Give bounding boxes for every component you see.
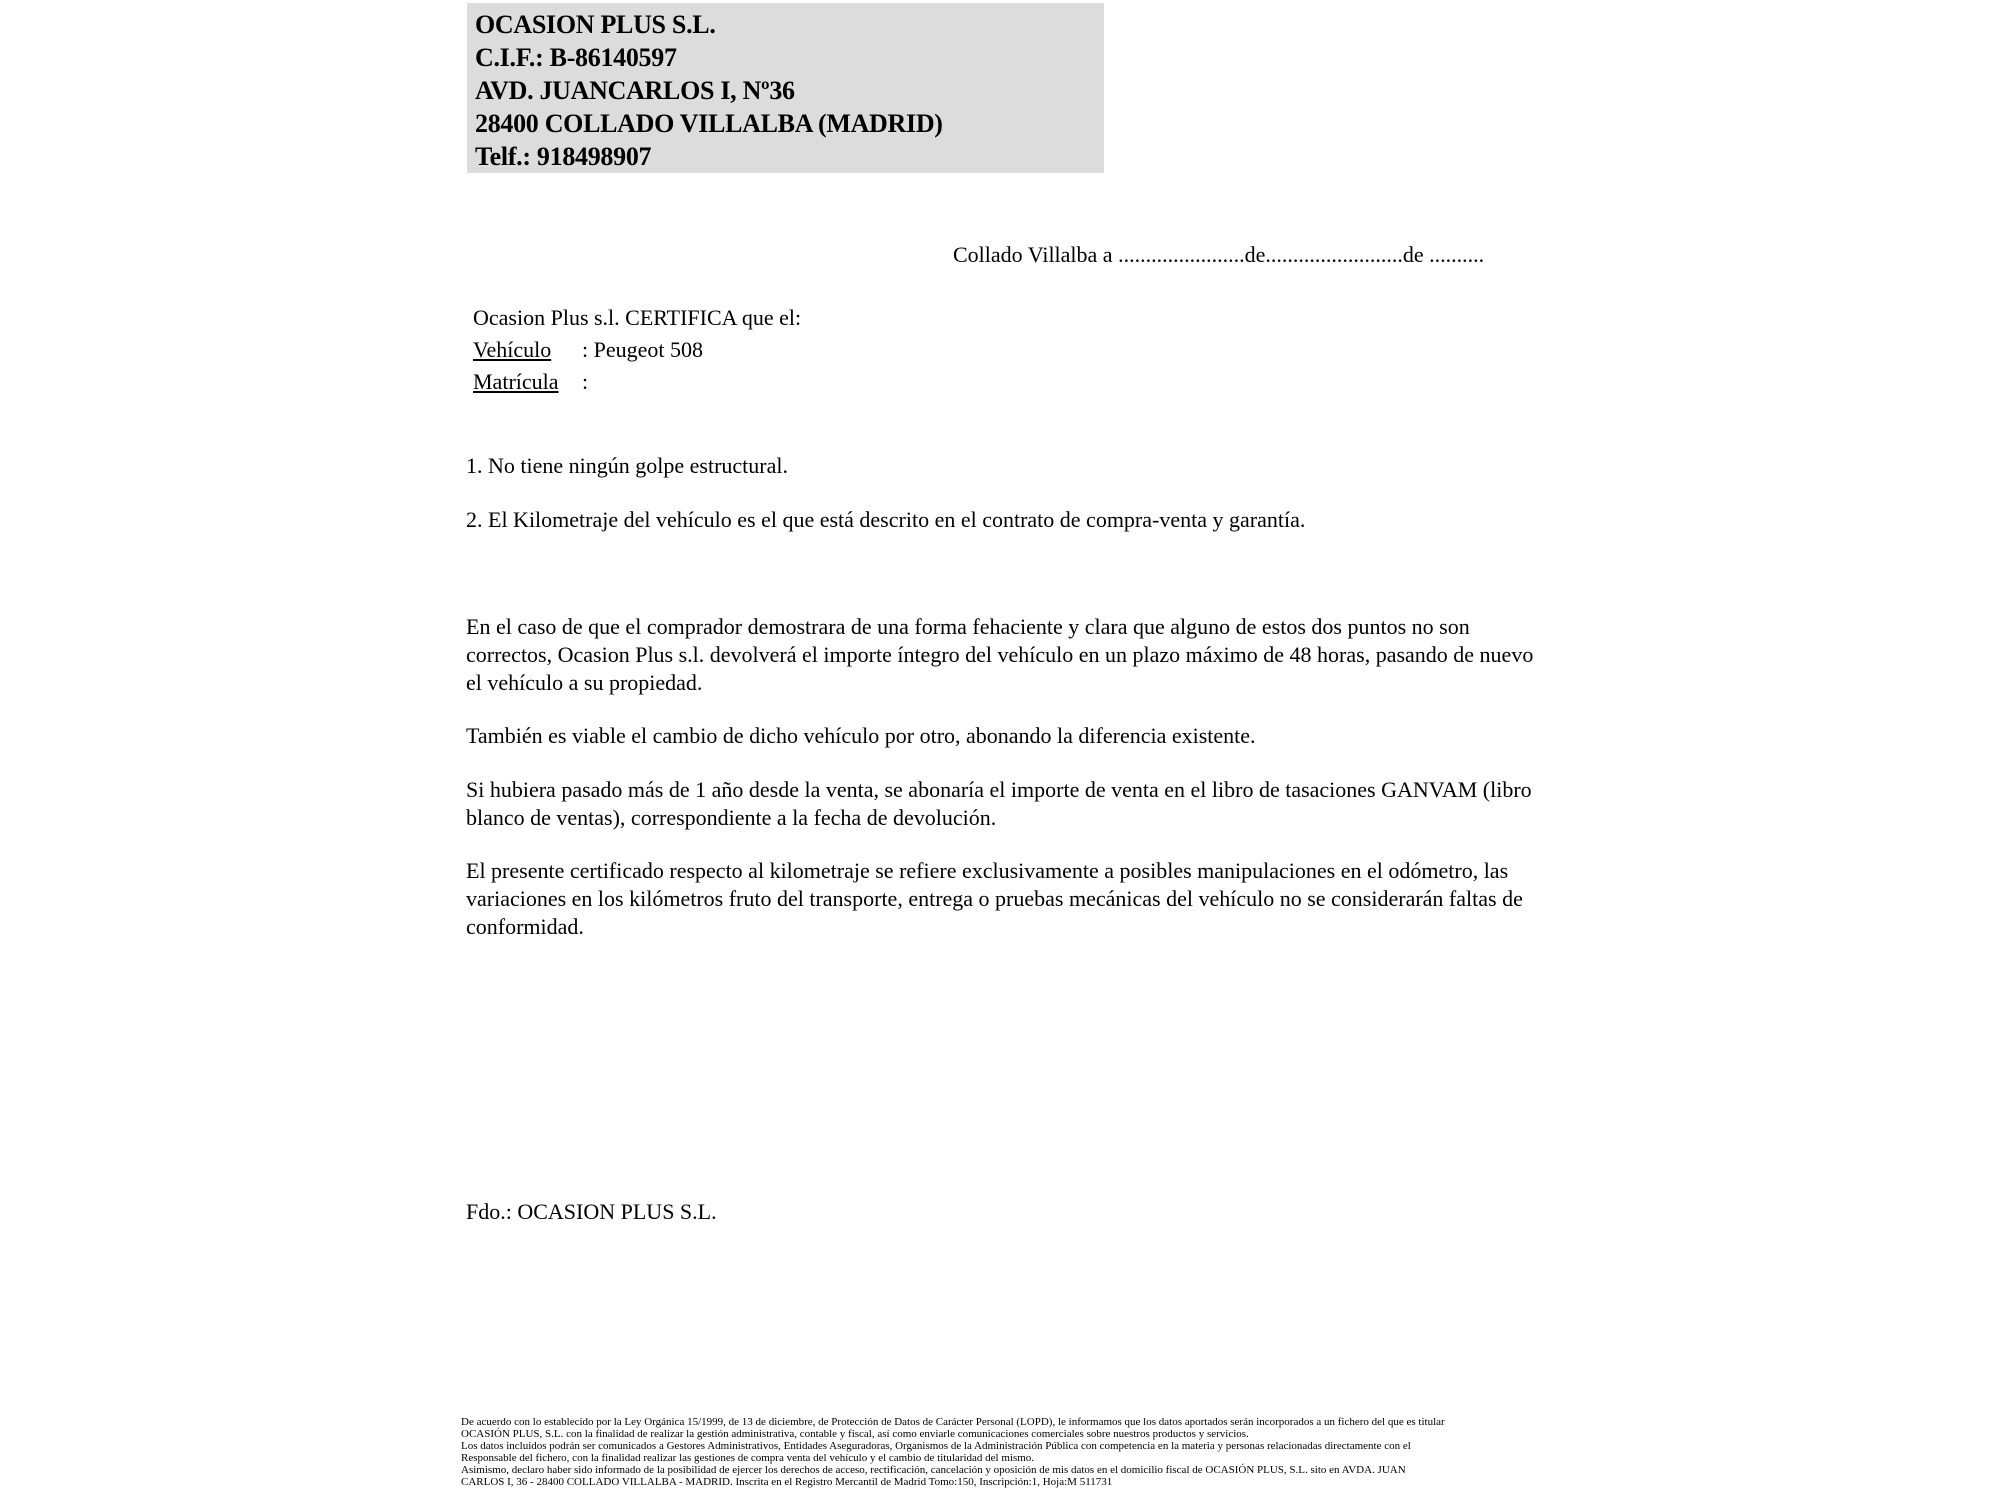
vehicle-label: Vehículo <box>473 337 552 362</box>
certification-intro: Ocasion Plus s.l. CERTIFICA que el: <box>473 305 802 330</box>
plate-row <box>473 366 801 398</box>
vehicle-value: : Peugeot 508 <box>582 337 703 362</box>
paragraph-odometer-disclaimer: El presente certificado respecto al kilometraje se refiere exclusivamente a posibles manipulaciones en el odómetro, las variaciones en los kilómetros fruto del transporte, entrega o pruebas mecánicas del vehículo no se considerarán faltas de conformidad. <box>466 858 1523 939</box>
plate-value: : <box>582 369 589 394</box>
company-address: AVD. JUANCARLOS I, Nº36 <box>475 76 795 105</box>
legal-line-5: Asimismo, declaro haber sido informado de la posibilidad de ejercer los derechos de acceso, rectificación, cancelación y oposición de mis datos en el domicilio fiscal de OCASIÓN PLUS, S.L. sito en AVDA. JUAN <box>461 1464 1406 1476</box>
company-name: OCASION PLUS S.L. <box>475 10 716 39</box>
company-city: 28400 COLLADO VILLALBA (MADRID) <box>475 109 943 138</box>
condition-1: 1. No tiene ningún golpe estructural. <box>466 453 788 478</box>
paragraph-vehicle-exchange: También es viable el cambio de dicho vehículo por otro, abonando la diferencia existente. <box>466 723 1256 748</box>
company-header-box <box>467 3 1104 173</box>
vehicle-row <box>473 334 801 366</box>
signature-line: Fdo.: OCASION PLUS S.L. <box>466 1199 717 1224</box>
paragraph-refund-guarantee: En el caso de que el comprador demostrara de una forma fehaciente y clara que alguno de estos dos puntos no son correctos, Ocasion Plus s.l. devolverá el importe íntegro del vehículo en un plazo máximo de 48 horas, pasando de nuevo el vehículo a su propiedad. <box>466 614 1534 695</box>
company-cif: C.I.F.: B-86140597 <box>475 43 677 72</box>
legal-line-3: Los datos incluidos podrán ser comunicados a Gestores Administrativos, Entidades Aseguradoras, Organismos de la Administración Pública con competencia en la materia y personas relacionadas directamente con el <box>461 1440 1411 1452</box>
paragraph-ganvam-valuation: Si hubiera pasado más de 1 año desde la venta, se abonaría el importe de venta en el libro de tasaciones GANVAM (libro blanco de ventas), correspondiente a la fecha de devolución. <box>466 777 1532 830</box>
legal-line-6: CARLOS I, 36 - 28400 COLLADO VILLALBA - MADRID. Inscrita en el Registro Mercantil de Madrid Tomo:150, Inscripción:1, Hoja:M 511731 <box>461 1476 1113 1488</box>
legal-line-1: De acuerdo con lo establecido por la Ley Orgánica 15/1999, de 13 de diciembre, de Protección de Datos de Carácter Personal (LOPD), le informamos que los datos aportados serán incorporados a un fichero del que es titular <box>461 1416 1445 1428</box>
vehicle-label-cell <box>473 334 582 366</box>
certification-block <box>473 302 801 398</box>
company-phone: Telf.: 918498907 <box>475 142 652 171</box>
plate-label-cell <box>473 366 582 398</box>
condition-2: 2. El Kilometraje del vehículo es el que está descrito en el contrato de compra-venta y garantía. <box>466 507 1306 532</box>
legal-line-2: OCASIÓN PLUS, S.L. con la finalidad de realizar la gestión administrativa, contable y fiscal, así como enviarle comunicaciones comerciales sobre nuestros productos y servicios. <box>461 1428 1249 1440</box>
legal-footer <box>461 1416 1561 1488</box>
plate-label: Matrícula <box>473 369 559 394</box>
date-line: Collado Villalba a .......................de.........................de .......... <box>953 242 1485 267</box>
legal-line-4: Responsable del fichero, con la finalidad realizar las gestiones de compra venta del vehículo y el cambio de titularidad del mismo. <box>461 1452 1035 1464</box>
